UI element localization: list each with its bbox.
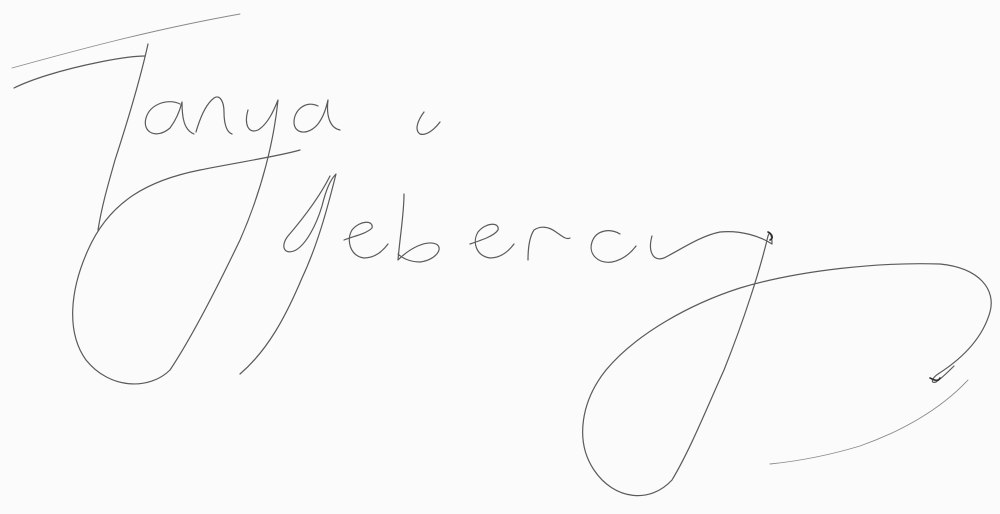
- signature-stroke-flick: [417, 112, 440, 134]
- signature-stroke-g: [583, 232, 992, 496]
- signature-stroke-a: [145, 102, 194, 134]
- signature-stroke-b: [398, 194, 439, 262]
- signature-stroke-t-bar: [12, 14, 240, 68]
- signature-stroke-e: [344, 222, 388, 258]
- signature-stroke-e2: [470, 224, 514, 258]
- signature-stroke-a2: [294, 100, 340, 132]
- signature-stroke-t-bar-2: [14, 56, 145, 88]
- signature-stroke-y: [73, 100, 300, 384]
- signature-stroke-r: [528, 227, 570, 260]
- signature-stroke-c: [591, 231, 636, 263]
- signature-stroke-n: [196, 97, 232, 134]
- signature-ink-dot-2: [930, 378, 940, 380]
- signature-stroke-swash: [770, 380, 968, 464]
